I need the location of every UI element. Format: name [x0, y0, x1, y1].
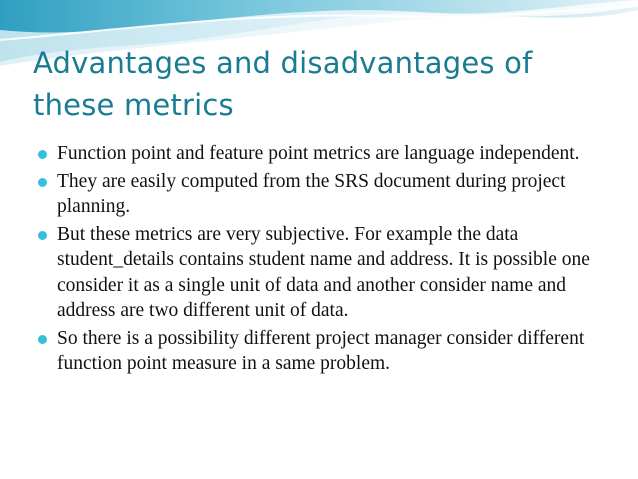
bullet-list: [36, 141, 606, 379]
bullet-icon: [38, 335, 47, 344]
slide-title: Advantages and disadvantages of these metrics: [33, 46, 533, 122]
bullet-item: [36, 222, 606, 324]
bullet-text: Function point and feature point metrics are language independent.: [57, 143, 580, 164]
bullet-icon: [38, 150, 47, 159]
bullet-icon: [38, 178, 47, 187]
bullet-item: [36, 141, 606, 167]
bullet-item: [36, 169, 606, 220]
bullet-text: But these metrics are very subjective. For example the data student_details contains student name and address. It is possible one consider it as a single unit of data and another consider name and address are two different unit of data.: [57, 223, 590, 321]
bullet-icon: [38, 231, 47, 240]
bullet-text: They are easily computed from the SRS document during project planning.: [57, 170, 566, 217]
bullet-text: So there is a possibility different project manager consider different function point measure in a same problem.: [57, 327, 585, 374]
bullet-item: [36, 326, 606, 377]
